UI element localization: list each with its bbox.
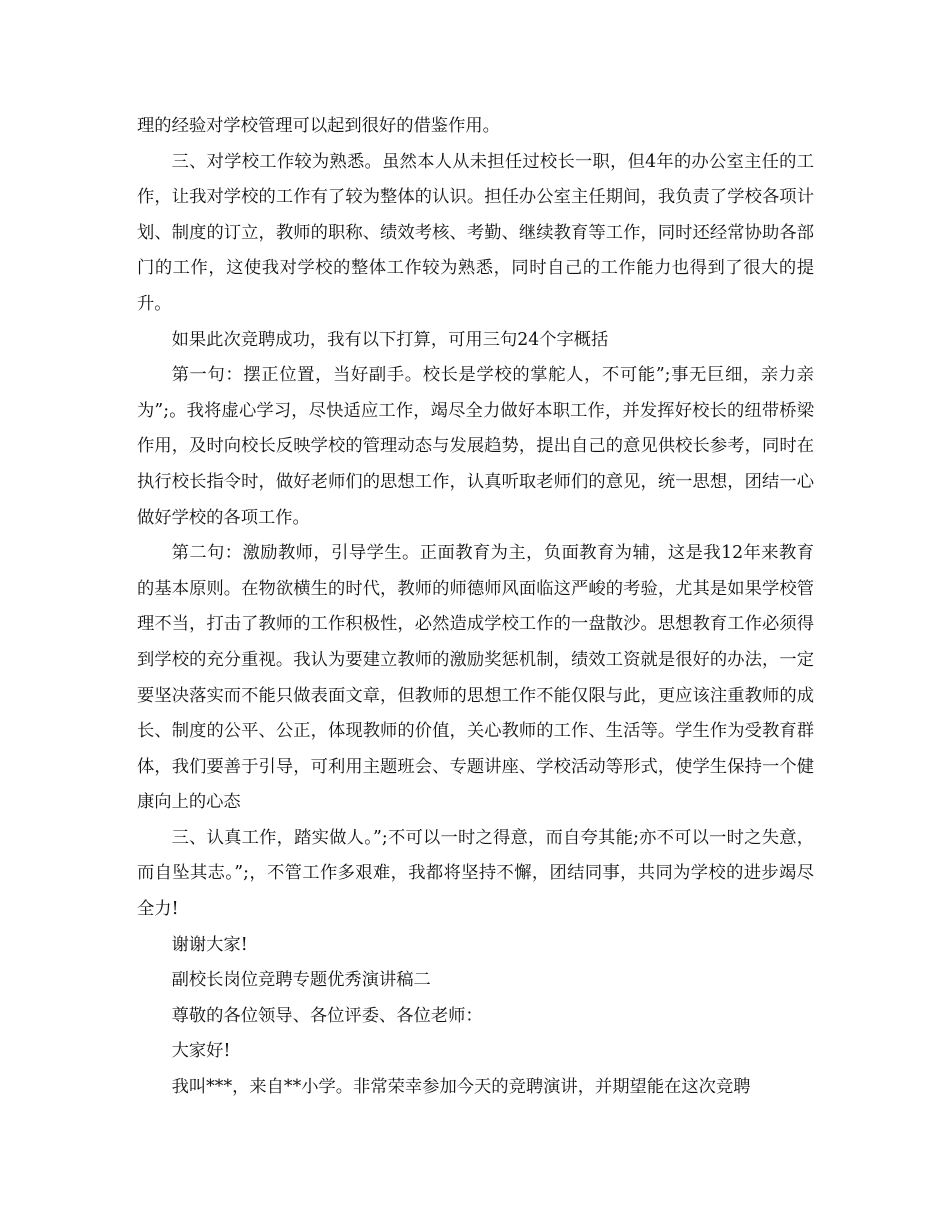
paragraph-first-sentence: 第一句：摆正位置，当好副手。校长是学校的掌舵人，不可能”;事无巨细，亲力亲为”;。我将虚心学习，尽快适应工作，竭尽全力做好本职工作，并发挥好校长的纽带桥梁作用，及时向校长反映学校的管理动态与发展趋势，提出自己的意见供校长参考，同时在执行校长指令时，做好老师们的思想工作，认真听取老师们的意见，统一思想，团结一心做好学校的各项工作。 <box>137 365 814 528</box>
section-title: 副校长岗位竞聘专题优秀演讲稿二 <box>171 970 431 991</box>
paragraph-continuation: 理的经验对学校管理可以起到很好的借鉴作用。 <box>137 116 500 136</box>
paragraph-self-introduction: 我叫***，来自**小学。非常荣幸参加今天的竞聘演讲，并期望能在这次竞聘 <box>171 1077 751 1098</box>
document-page <box>137 109 814 1106</box>
paragraph-second-sentence: 第二句：激励教师，引导学生。正面教育为主，负面教育为辅，这是我12年来教育的基本原则。在物欲横生的时代，教师的师德师风面临这严峻的考验，尤其是如果学校管理不当，打击了教师的工作积极性，必然造成学校工作的一盘散沙。思想教育工作必须得到学校的充分重视。我认为要建立教师的激励奖惩机制，绩效工资就是很好的办法，一定要坚决落实而不能只做表面文章，但教师的思想工作不能仅限与此，更应该注重教师的成长、制度的公平、公正，体现教师的价值，关心教师的工作、生活等。学生作为受教育群体，我们要善于引导，可利用主题班会、专题讲座、学校活动等形式，使学生保持一个健康向上的心态 <box>137 543 814 813</box>
paragraph-familiar-with-school: 三、对学校工作较为熟悉。虽然本人从未担任过校长一职，但4年的办公室主任的工作，让我对学校的工作有了较为整体的认识。担任办公室主任期间，我负责了学校各项计划、制度的订立，教师的职称、绩效考核、考勤、继续教育等工作，同时还经常协助各部门的工作，这使我对学校的整体工作较为熟悉，同时自己的工作能力也得到了很大的提升。 <box>137 151 814 314</box>
paragraph-thanks: 谢谢大家! <box>171 934 248 955</box>
paragraph-greeting: 大家好! <box>171 1041 231 1062</box>
paragraph-plan-intro: 如果此次竞聘成功，我有以下打算，可用三句24个字概括 <box>171 329 609 350</box>
paragraph-third-sentence: 三、认真工作，踏实做人。”;不可以一时之得意，而自夸其能;亦不可以一时之失意，而自坠其志。”;，不管工作多艰难，我都将坚持不懈，团结同事，共同为学校的进步竭尽全力! <box>137 827 814 920</box>
paragraph-salutation: 尊敬的各位领导、各位评委、各位老师： <box>171 1005 483 1026</box>
